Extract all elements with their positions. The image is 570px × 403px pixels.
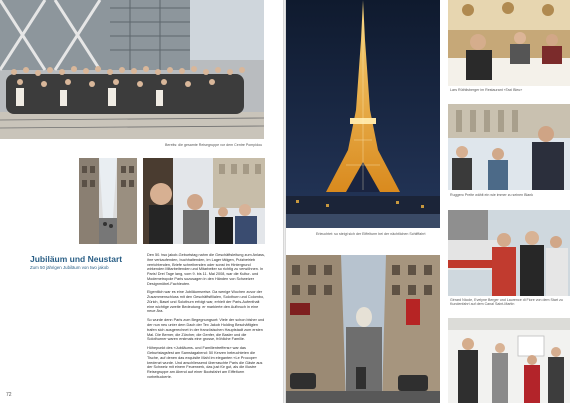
restaurant-caption: Lars Rüthlisberger im Restaurant «Taxi Bleu» [450, 88, 523, 92]
article-paragraph: Eigentlich war es eine Jubiläumsreise. Da wenige Wochen zuvor der Zusammenschluss mit den Geschäftsfilialen, Solothurn und Colombo, Zürich, Basel und Solothurn erfolgt war, erhielt der Paris-Aufenthalt eine wichtige zweite Bedeutung: er markierte den Aufbruch in eine neue Ära. [147, 290, 265, 314]
group-photo-caption: Bereits: die gesamte Reisegruppe vor dem Centre Pompidou [165, 143, 263, 147]
terrace-photo [448, 104, 570, 190]
article-paragraph: Den 50. two jakob-Geburtstag nahm die Geschäftsleitung zum Anlass, ihre verkaufenden, buchhaltenden, im Lager tätigen, Putzbetrieb verrichtenden, Briefe schreibenden oder sonst im Hintergrund wirkenden Mitarbeitenden und Mitarbeiter so richtig zu verwöhnen. In Paris! Drei Tage lang, vom 9. bis 11. Mai 2008, war die Kultur- und Modemetropole Paris sozusagen in den Händen von Schweizer Designmöbel-Fachleuten. [147, 253, 265, 286]
restaurant-photo [448, 0, 570, 86]
left-page [0, 0, 283, 403]
paris-street-photo [286, 255, 440, 403]
eiffel-caption: Erleuchtet: so steigt sich der Eiffelturm bei der nächtlichen Schifffahrt [316, 232, 426, 236]
crowd-photo [143, 158, 265, 244]
group-photo [0, 0, 264, 139]
eiffel-tower-photo [286, 0, 440, 228]
harbor-caption: Gérard Nicole, Evelyne Berger und Laurence di Fiore von dem Start zu Kundenfahrt auf dem Canal Saint-Martin [450, 298, 563, 307]
street-photo [79, 158, 137, 244]
article-subheading: Zum 50 jährigen Jubiläum von two jakob [30, 265, 109, 270]
article-body [147, 253, 266, 384]
article-paragraph: So wurde denn Paris zum Begegnungsort: Viele der schon bisher und der nun neu unter dem Dach der Tex Jakob Holding Beschäftigten trafen sich ausgerechnet in der französischen Hauptstadt zum ersten Mal. Die Berner, die Zürcher, die Genfer, die Basler und die Solothurner waren erstmals eine grosse, fröhliche Familie. [147, 318, 265, 342]
article-heading: Jubiläum und Neustart [30, 254, 123, 264]
gallery-photo [448, 318, 570, 403]
harbor-photo [448, 210, 570, 296]
right-page [286, 0, 570, 403]
terrace-caption: Ruggero Preite wählt ein wie immer zu seinen Blank [450, 193, 534, 197]
article-paragraph: Höhepunkt des «Jubiläums- und Familientreffens» war das Geburtstagsfest am Samstagabend: 50 Kerzen beleuchteten die Tische, auf denen das exquisite Mahl im eleganten «Le Procope» kredenzt wurde. Und anschliessend überraschte Paris die Gäste aus der Schweiz mit einem Feuerwerk, das just für gut, als die illustre Reisegruppe am Abend auf einer Bootsfahrt am Eiffelturm vorbeituckerte. [147, 346, 263, 379]
page-number: 72 [6, 392, 12, 398]
